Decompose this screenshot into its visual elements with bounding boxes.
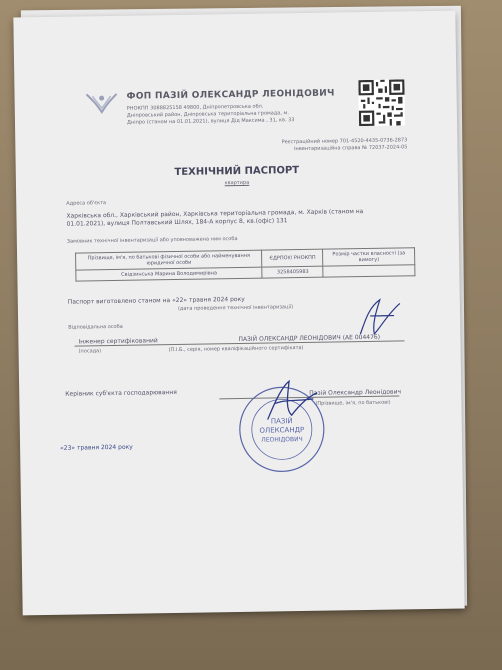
document-title: ТЕХНІЧНИЙ ПАСПОРТ	[174, 165, 300, 178]
table-cell: 3258405983	[262, 266, 323, 278]
company-name: ФОП ПАЗІЙ ОЛЕКСАНДР ЛЕОНІДОВИЧ	[126, 88, 335, 102]
company-address	[127, 102, 357, 127]
made-date-note: (дата проведення технічної інвентаризації)	[177, 304, 294, 312]
table-header: ЄДРПОУ/ РНОКПП	[262, 249, 323, 267]
responsible-person-label: Відповідальна особа	[68, 323, 123, 331]
customer-caption: (Прізвище, ім'я, по батькові)	[315, 399, 391, 407]
owner-table	[75, 247, 415, 281]
object-address: Харківська обл., Харківський район, Харківська територіальна громада, м. Харків (станом на 01.01.2021), вулиця Полтавський Шлях, 184-А корпус 8, кв.(офіс) 131	[66, 208, 364, 228]
registration-number: Реєстраційний номер 701-4520-4435-0736-2873	[281, 137, 408, 146]
engineer-name: ПАЗІЙ ОЛЕКСАНДР ЛЕОНІДОВИЧ (АЕ 004476)	[238, 333, 381, 344]
document-page	[13, 11, 464, 616]
svg-text:ЛЕОНІДОВИЧ: ЛЕОНІДОВИЧ	[261, 436, 303, 444]
customer-name: Пазій Олександр Леонідович	[309, 388, 402, 397]
table-cell	[323, 265, 415, 277]
address-line: Дніпровський район, Дніпровська територіальна громада, м.	[126, 110, 289, 119]
company-logo-icon	[84, 90, 118, 117]
position-caption: (посада)	[78, 348, 102, 355]
object-address-label: Адреса об'єкта	[66, 200, 107, 207]
signing-date: «23» травня 2024 року	[60, 443, 133, 452]
svg-text:ОЛЕКСАНДР: ОЛЕКСАНДР	[259, 425, 305, 435]
table-header: Розмір частки власності (за вимогу)	[323, 248, 415, 266]
authorized-person-label: Замовник технічної інвентаризації або уповноважена ним особа	[66, 236, 238, 245]
customer-label: Керівник суб'єкта господарювання	[65, 388, 177, 398]
registration-info	[282, 137, 408, 153]
svg-text:ПАЗІЙ: ПАЗІЙ	[270, 417, 293, 426]
address-line: РНОКПП 3088825158 49800, Дніпропетровська обл.	[126, 103, 264, 112]
table-header: Прізвище, ім'я, по батькові фізичної особи або найменування юридичної особи	[76, 250, 263, 270]
name-caption: (П.І.Б., серія, номер кваліфікаційного сертифіката)	[168, 344, 304, 354]
director-signature	[255, 375, 326, 428]
document-subtitle: квартира	[224, 179, 250, 187]
address-line: Дніпро (станом на 01.01.2021), вулиця Дід Максима , 31, кв. 33	[126, 117, 295, 126]
qr-code	[358, 79, 405, 126]
engineer-signature	[350, 293, 407, 342]
table-cell: Свідзинська Марина Володимирівна	[76, 267, 263, 281]
made-date-text: Паспорт виготовлено станом на «22» травня 2024 року	[67, 295, 245, 306]
inventory-case-number: Інвентаризаційна справа № 72037-2024-05	[294, 144, 408, 153]
engineer-position: Інженер сертифікований	[78, 337, 158, 346]
